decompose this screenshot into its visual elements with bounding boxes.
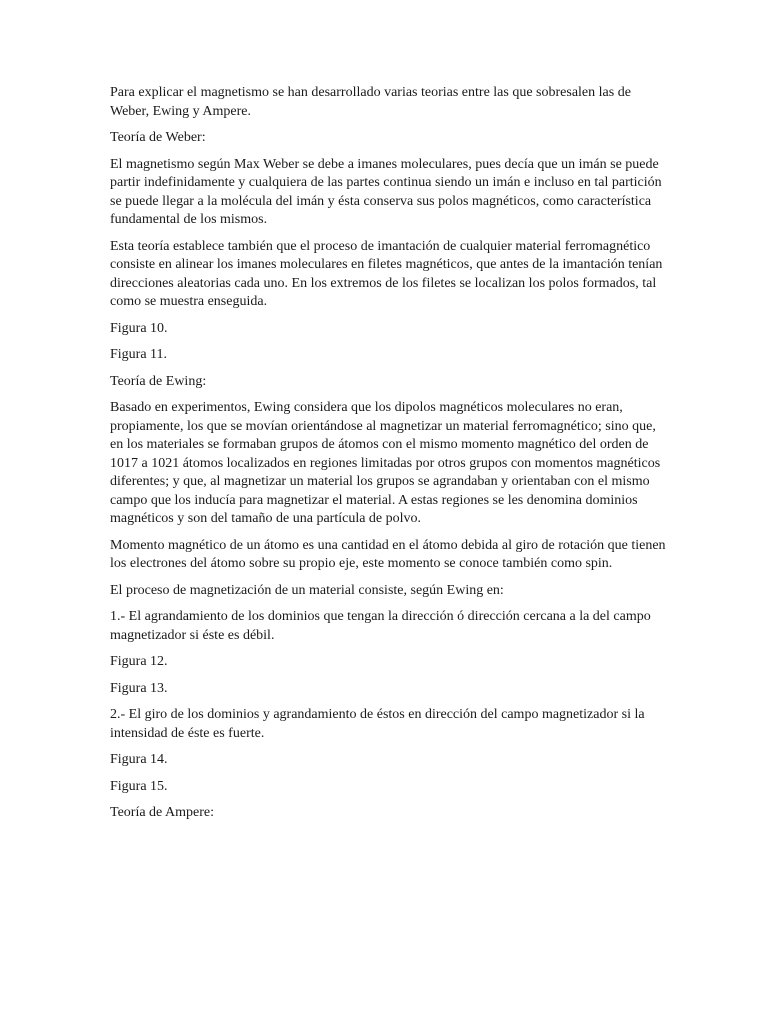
step-2-paragraph: 2.- El giro de los dominios y agrandamiento de éstos en dirección del campo magnetizador si la intensidad de éste es fuerte.	[110, 707, 645, 741]
magnetic-moment-paragraph: Momento magnético de un átomo es una cantidad en el átomo debida al giro de rotación que tienen los electrones del átomo sobre su propio eje, este momento se conoce también como spin.	[110, 537, 666, 571]
magnetization-process-paragraph: El proceso de magnetización de un material consiste, según Ewing en:	[110, 582, 504, 598]
figure-caption-13: Figura 13.	[110, 680, 168, 696]
figure-caption-12: Figura 12.	[110, 654, 168, 669]
weber-paragraph-2: Esta teoría establece también que el proceso de imantación de cualquier material ferromagnético consiste en alinear los imanes moleculares en filetes magnéticos, que antes de la imantación tenían direcciones aleatorias cada uno. En los extremos de los filetes se localizan los polos formados, tal como se muestra enseguida.	[110, 238, 663, 309]
figure-caption-15: Figura 15.	[110, 778, 168, 794]
heading-ewing: Teoría de Ewing:	[110, 373, 207, 389]
figure-caption-11: Figura 11.	[110, 347, 168, 362]
figure-caption-14: Figura 14.	[110, 752, 168, 767]
weber-paragraph-1: El magnetismo según Max Weber se debe a imanes moleculares, pues decía que un imán se puede partir indefinidamente y cualquiera de las partes continua siendo un imán e incluso en tal partición se puede llegar a la molécula del imán y ésta conserva sus polos magnéticos, como característica fundamental de los mismos.	[110, 156, 662, 227]
figure-caption-10: Figura 10.	[110, 320, 168, 336]
ewing-paragraph-1: Basado en experimentos, Ewing considera que los dipolos magnéticos moleculares no eran, propiamente, los que se movían orientándose al magnetizar un material ferromagnético; sino que, en los materiales se formaban grupos de átomos con el mismo momento magnético del orden de 1017 a 1021 átomos localizados en regiones limitadas por otros grupos con momentos magnéticos diferentes; y que, al magnetizar un material los grupos se agrandaban y orientaban con el mismo campo que los inducía para magnetizar el material. A estas regiones se les denomina dominios magnéticos y son del tamaño de una partícula de polvo.	[110, 400, 661, 526]
step-1-paragraph: 1.- El agrandamiento de los dominios que tengan la dirección ó dirección cercana a la del campo magnetizador si éste es débil.	[110, 609, 651, 643]
heading-ampere: Teoría de Ampere:	[110, 805, 214, 820]
intro-paragraph: Para explicar el magnetismo se han desarrollado varias teorias entre las que sobresalen las de Weber, Ewing y Ampere.	[110, 85, 631, 119]
heading-weber: Teoría de Weber:	[110, 130, 206, 145]
document-body	[110, 84, 670, 831]
